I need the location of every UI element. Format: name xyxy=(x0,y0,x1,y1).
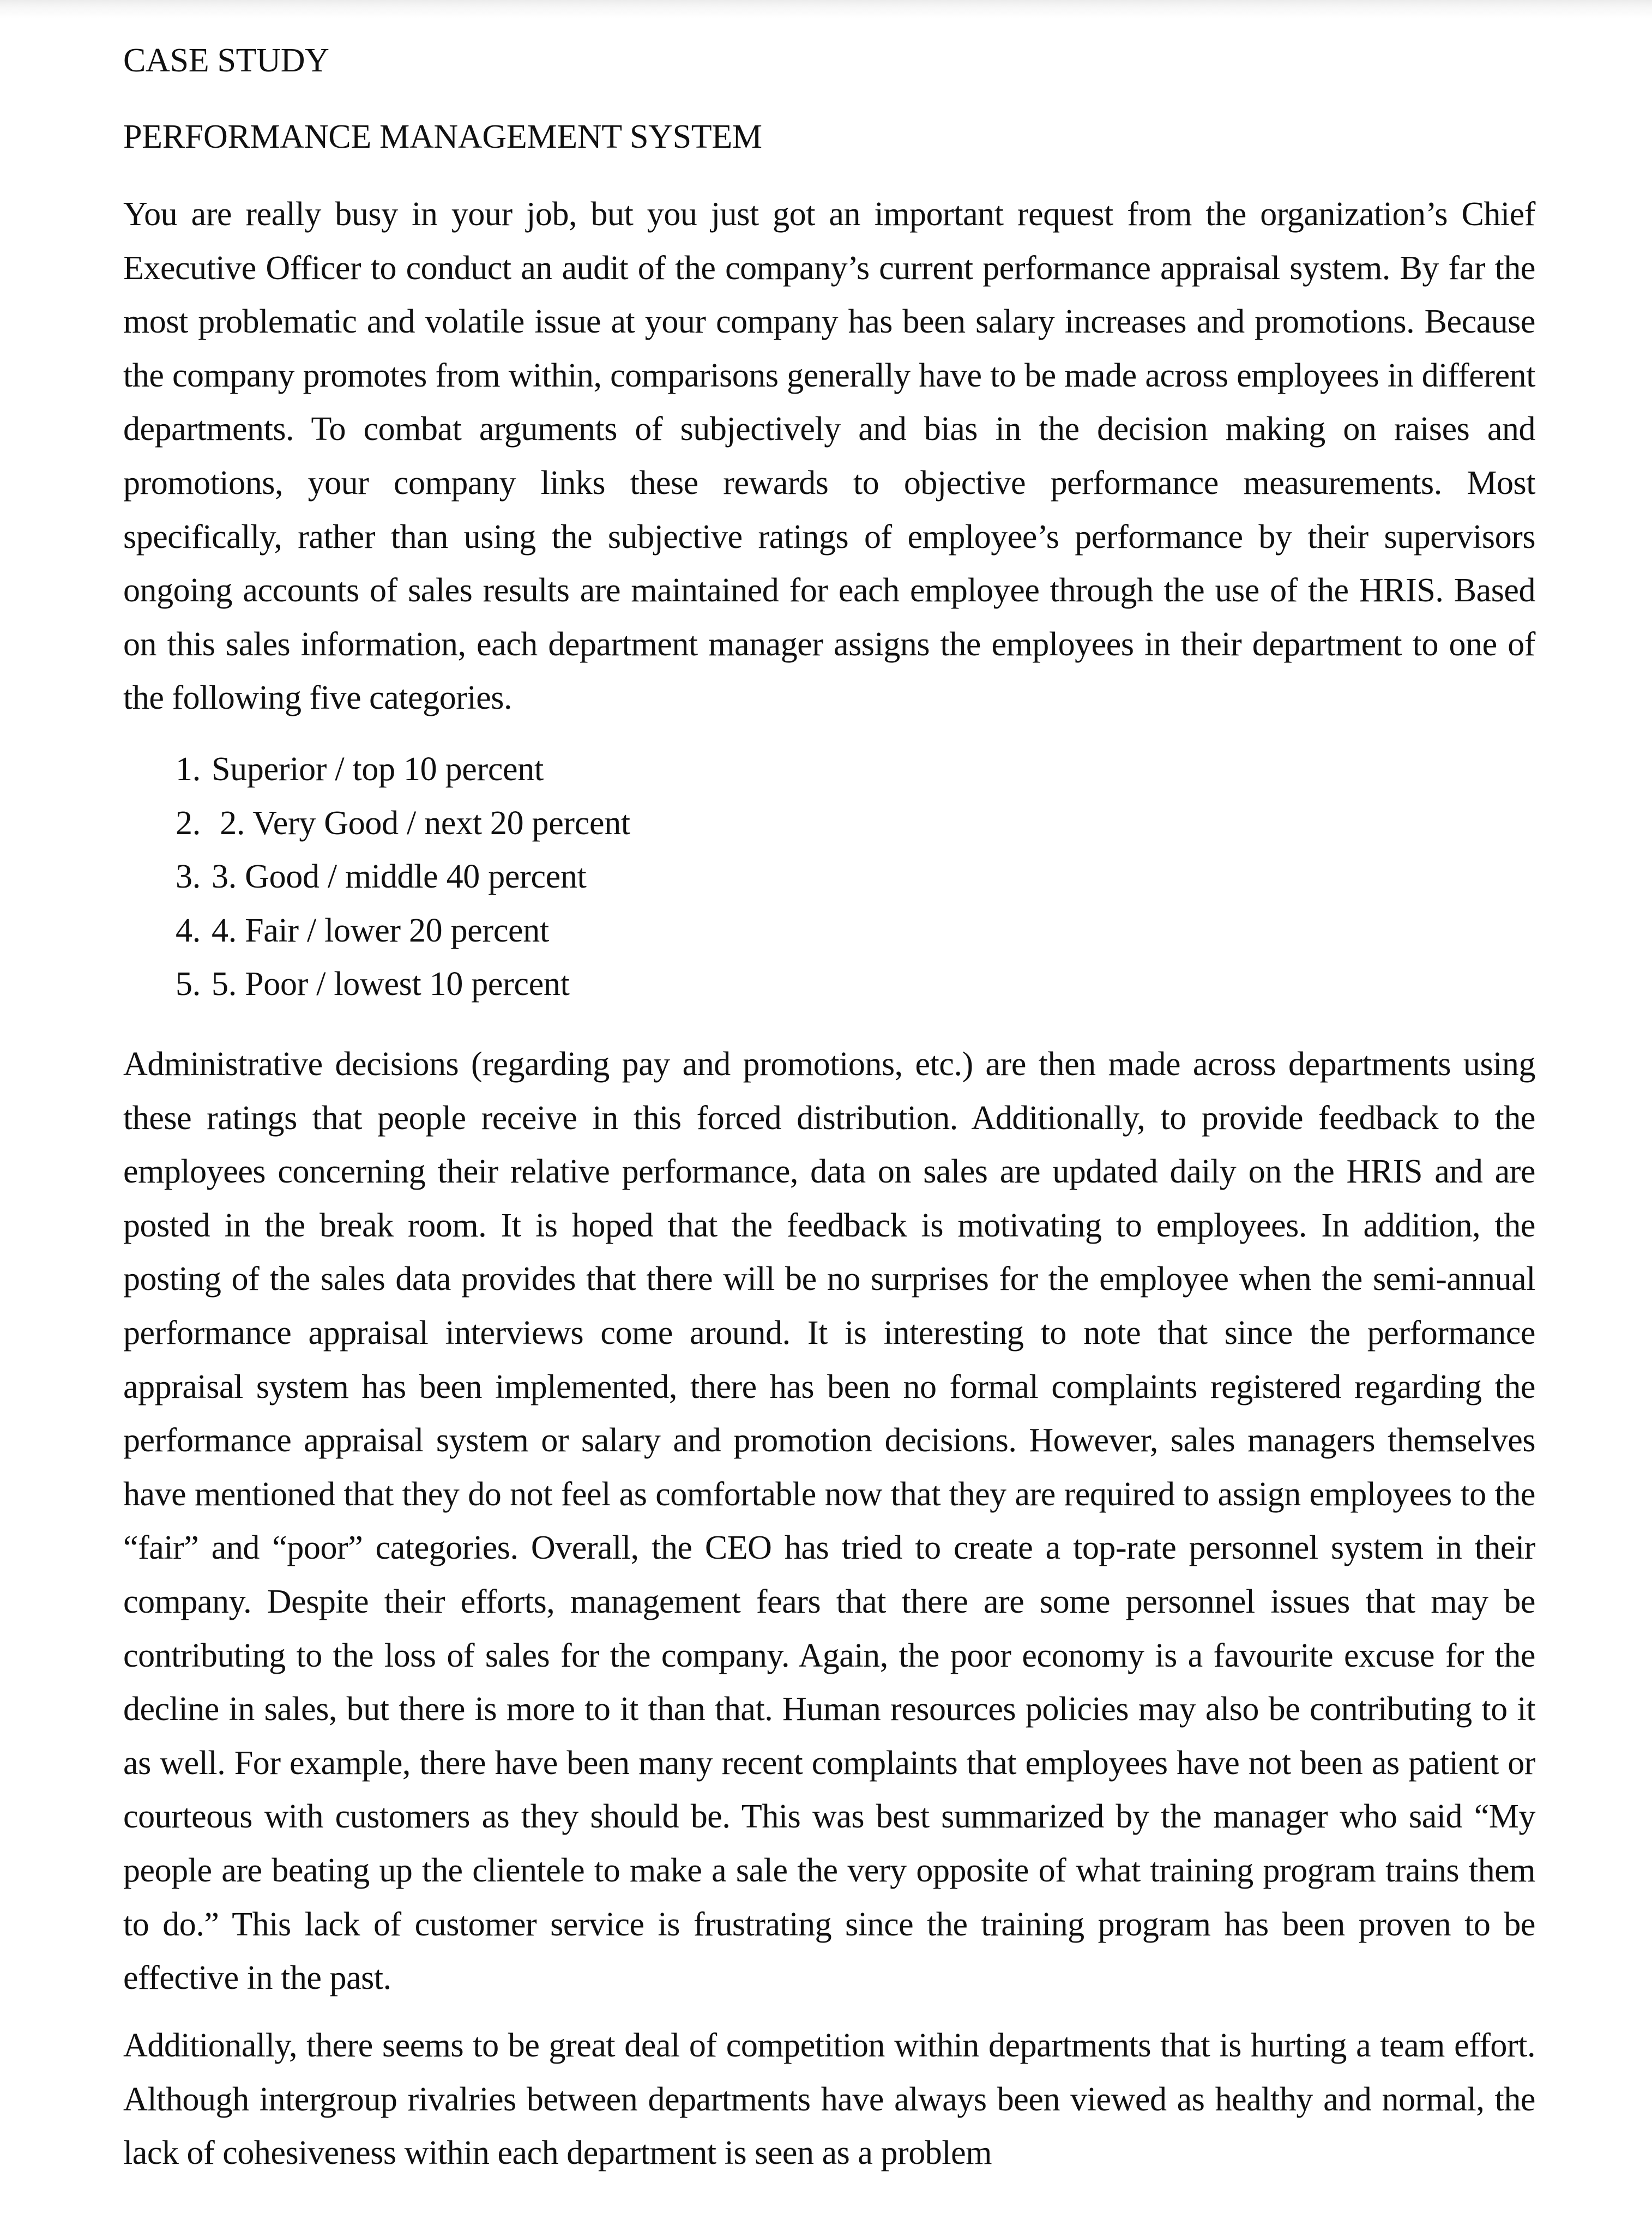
list-item xyxy=(176,904,630,958)
list-item-number: 4. xyxy=(176,912,201,949)
list-item xyxy=(176,957,630,1011)
list-item-text: Superior / top 10 percent xyxy=(212,751,544,788)
list-item-text: 2. Very Good / next 20 percent xyxy=(212,804,630,842)
list-item xyxy=(176,850,630,904)
paragraph-administrative-decisions: Administrative decisions (regarding pay and promotions, etc.) are then made across departments using these ratings that people receive in this forced distribution. Additionally, to provide feedback to the employees concerning their relative performance, data on sales are updated daily on the HRIS and are posted in the break room. It is hoped that the feedback is motivating to employees. In addition, the posting of the sales data provides that there will be no surprises for the employee when the semi-annual performance appraisal interviews come around. It is interesting to note that since the performance appraisal system has been implemented, there has been no formal complaints registered regarding the performance appraisal system or salary and promotion decisions. However, sales managers themselves have mentioned that they do not feel as comfortable now that they are required to assign employees to the “fair” and “poor” categories. Overall, the CEO has tried to create a top-rate personnel system in their company. Despite their efforts, management fears that there are some personnel issues that may be contributing to the loss of sales for the company. Again, the poor economy is a favourite excuse for the decline in sales, but there is more to it than that. Human resources policies may also be contributing to it as well. For example, there have been many recent complaints that employees have not been as patient or courteous with customers as they should be. This was best summarized by the manager who said “My people are beating up the clientele to make a sale the very opposite of what training program trains them to do.” This lack of customer service is frustrating since the training program has been proven to be effective in the past. xyxy=(123,1046,1535,1997)
list-item-number: 1. xyxy=(176,751,201,788)
document-subtitle: PERFORMANCE MANAGEMENT SYSTEM xyxy=(123,118,762,155)
list-item xyxy=(176,797,630,850)
list-item-text: 4. Fair / lower 20 percent xyxy=(212,912,549,949)
paragraph-competition: Additionally, there seems to be great deal of competition within departments that is hurting a team effort. Although intergroup rivalries between departments have always been viewed as healthy and normal, the lack of cohesiveness within each department is seen as a problem xyxy=(123,2027,1535,2172)
rating-categories-list xyxy=(176,743,630,1011)
page-top-edge-shadow xyxy=(0,0,1652,19)
list-item-text: 5. Poor / lowest 10 percent xyxy=(212,966,570,1003)
document-title: CASE STUDY xyxy=(123,42,329,79)
list-item xyxy=(176,743,630,797)
list-item-number: 3. xyxy=(176,858,201,896)
list-item-number: 5. xyxy=(176,966,201,1003)
list-item-number: 2. xyxy=(176,804,201,842)
list-item-text: 3. Good / middle 40 percent xyxy=(212,858,587,896)
paragraph-intro: You are really busy in your job, but you just got an important request from the organization’s Chief Executive Officer to conduct an audit of the company’s current performance appraisal system. By far the most problematic and volatile issue at your company has been salary increases and promotions. Because the company promotes from within, comparisons generally have to be made across employees in different departments. To combat arguments of subjectively and bias in the decision making on raises and promotions, your company links these rewards to objective performance measurements. Most specifically, rather than using the subjective ratings of employee’s performance by their supervisors ongoing accounts of sales results are maintained for each employee through the use of the HRIS. Based on this sales information, each department manager assigns the employees in their department to one of the following five categories. xyxy=(123,196,1535,717)
